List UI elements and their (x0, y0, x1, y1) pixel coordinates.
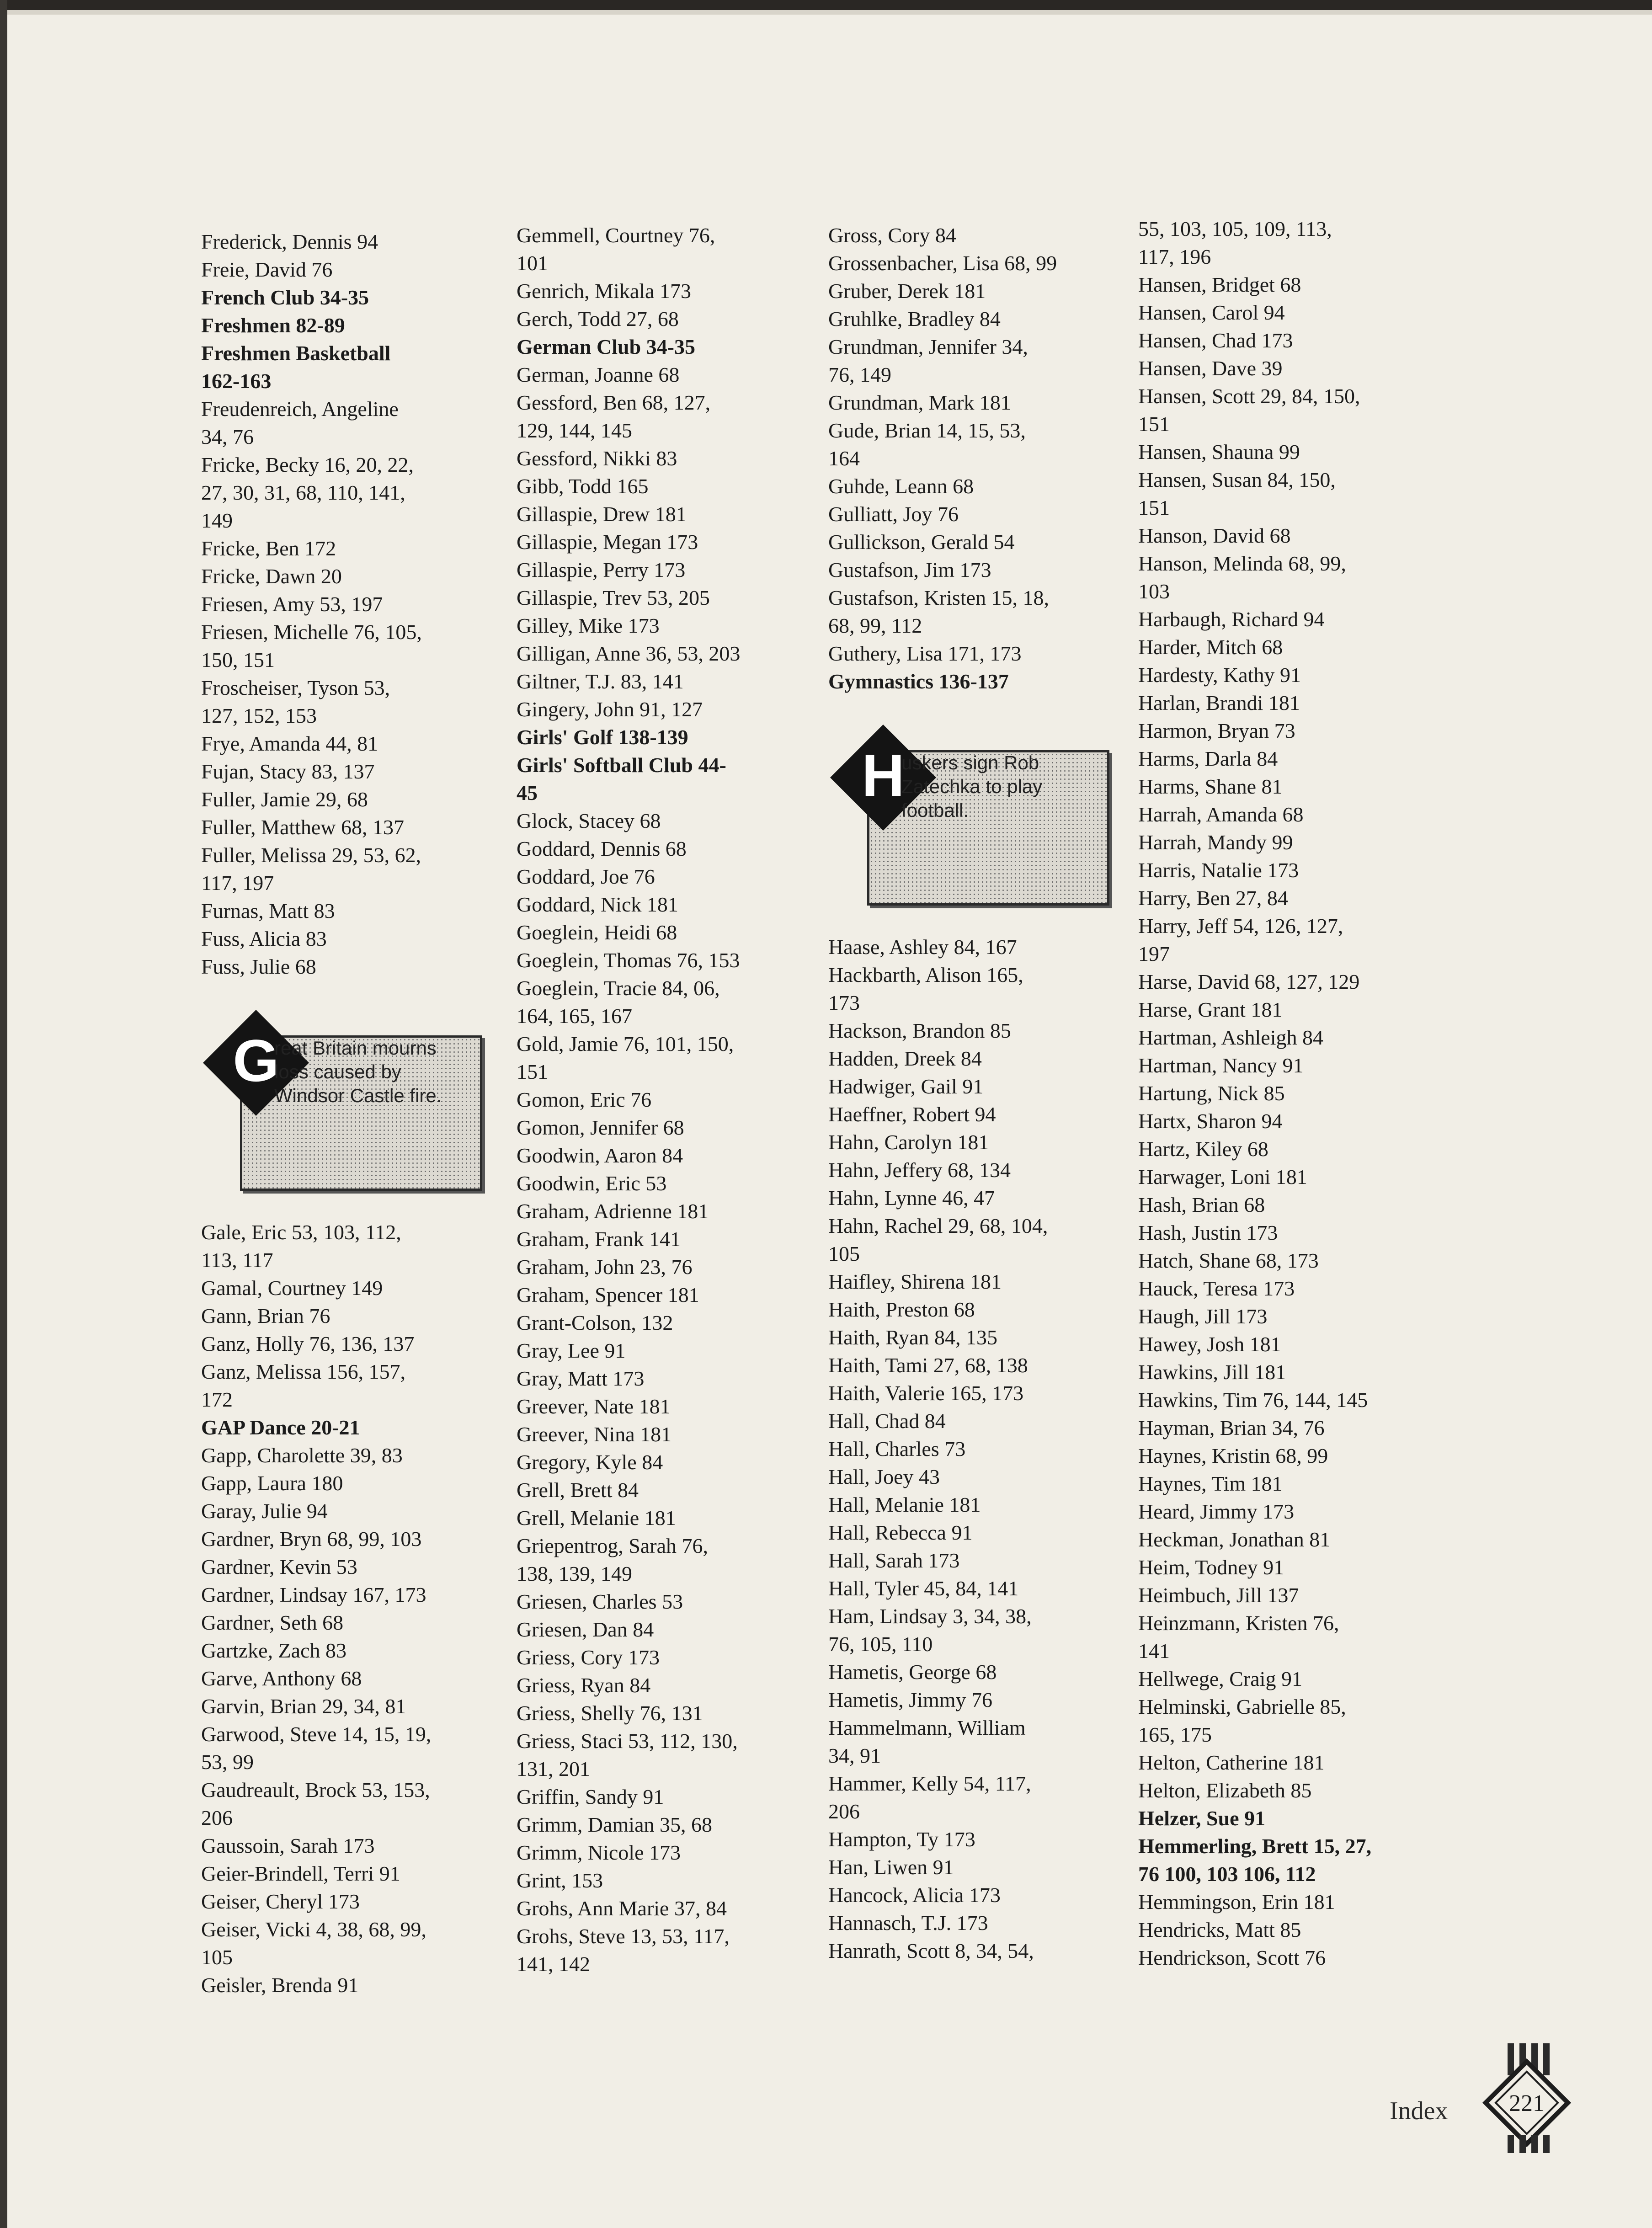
page-number: 221 (1509, 2090, 1545, 2116)
index-entry: Helminski, Gabrielle 85, (1138, 1695, 1346, 1718)
index-section-heading: Helzer, Sue 91 (1138, 1807, 1266, 1830)
index-entry: Haugh, Jill 173 (1138, 1305, 1268, 1328)
g-callout (201, 1008, 494, 1200)
index-entry: Garve, Anthony 68 (201, 1667, 362, 1690)
index-entry: Frederick, Dennis 94 (201, 230, 378, 253)
entry-list-f (201, 228, 494, 981)
index-entry: Harry, Ben 27, 84 (1138, 886, 1288, 910)
index-entry: Hahn, Rachel 29, 68, 104, (828, 1214, 1048, 1237)
index-entry: Hahn, Lynne 46, 47 (828, 1186, 995, 1210)
index-entry: Gold, Jamie 76, 101, 150, (517, 1032, 734, 1055)
index-entry: Goddard, Dennis 68 (517, 837, 687, 860)
index-section-heading: Girls' Golf 138-139 (517, 725, 688, 749)
index-entry: Gale, Eric 53, 103, 112, (201, 1221, 401, 1244)
index-entry: Ham, Lindsay 3, 34, 38, (828, 1604, 1032, 1628)
index-entry: Harrah, Amanda 68 (1138, 803, 1304, 826)
index-entry: 53, 99 (201, 1750, 254, 1774)
index-entry: Graham, Spencer 181 (517, 1283, 699, 1306)
index-entry: Fujan, Stacy 83, 137 (201, 760, 375, 783)
index-entry: Gomon, Eric 76 (517, 1088, 652, 1111)
index-entry: 141, 142 (517, 1952, 590, 1976)
index-entry: Gregory, Kyle 84 (517, 1450, 663, 1474)
index-entry: Heimbuch, Jill 137 (1138, 1583, 1299, 1607)
index-entry: Hansen, Carol 94 (1138, 301, 1285, 324)
index-entry: Goddard, Joe 76 (517, 865, 655, 888)
index-entry: 55, 103, 105, 109, 113, (1138, 217, 1332, 240)
index-entry: Gardner, Lindsay 167, 173 (201, 1583, 426, 1606)
index-entry: 138, 139, 149 (517, 1562, 632, 1585)
index-entry: Gillaspie, Megan 173 (517, 530, 698, 554)
index-entry: Grundman, Jennifer 34, (828, 335, 1028, 358)
index-entry: Glock, Stacey 68 (517, 809, 661, 832)
index-entry: Hansen, Bridget 68 (1138, 273, 1301, 296)
index-entry: Harry, Jeff 54, 126, 127, (1138, 914, 1343, 938)
page-top-shadow (0, 10, 1652, 15)
index-entry: Hall, Chad 84 (828, 1409, 946, 1433)
index-entry: Gardner, Kevin 53 (201, 1555, 357, 1578)
index-entry: Gustafson, Jim 173 (828, 558, 991, 581)
h-callout (828, 723, 1121, 915)
index-entry: Hash, Brian 68 (1138, 1193, 1265, 1216)
index-section-heading: Gymnastics 136-137 (828, 670, 1009, 693)
index-entry: Harse, David 68, 127, 129 (1138, 970, 1360, 993)
index-entry: Hansen, Scott 29, 84, 150, (1138, 384, 1360, 408)
index-entry: Hartman, Nancy 91 (1138, 1054, 1304, 1077)
index-entry: Harlan, Brandi 181 (1138, 691, 1300, 714)
index-entry: Hendricks, Matt 85 (1138, 1918, 1301, 1941)
index-entry: Graham, Adrienne 181 (517, 1199, 709, 1223)
index-entry: 105 (201, 1946, 233, 1969)
index-entry: Grohs, Ann Marie 37, 84 (517, 1897, 727, 1920)
index-column-4 (1138, 215, 1431, 1972)
index-entry: Goeglein, Heidi 68 (517, 921, 677, 944)
index-entry: Hanrath, Scott 8, 34, 54, (828, 1939, 1034, 1962)
index-entry: Greever, Nina 181 (517, 1423, 672, 1446)
index-entry: Gerch, Todd 27, 68 (517, 307, 679, 330)
index-entry: Harwager, Loni 181 (1138, 1165, 1307, 1189)
index-entry: Hall, Tyler 45, 84, 141 (828, 1577, 1019, 1600)
index-entry: Harrah, Mandy 99 (1138, 831, 1293, 854)
index-entry: Hartz, Kiley 68 (1138, 1137, 1268, 1161)
index-entry: 141 (1138, 1639, 1170, 1663)
index-entry: Gruber, Derek 181 (828, 279, 986, 303)
entry-list-g3 (828, 221, 1121, 695)
index-entry: Harris, Natalie 173 (1138, 858, 1299, 882)
index-entry: Hampton, Ty 173 (828, 1828, 975, 1851)
index-entry: Garvin, Brian 29, 34, 81 (201, 1695, 406, 1718)
index-entry: Hanson, Melinda 68, 99, (1138, 552, 1346, 575)
index-entry: Gude, Brian 14, 15, 53, (828, 419, 1026, 442)
index-entry: Grell, Melanie 181 (517, 1506, 676, 1530)
index-entry: 151 (517, 1060, 548, 1083)
index-entry: Griess, Ryan 84 (517, 1674, 651, 1697)
index-entry: Hametis, Jimmy 76 (828, 1688, 993, 1711)
index-entry: Freie, David 76 (201, 258, 333, 281)
index-entry: Haith, Valerie 165, 173 (828, 1381, 1024, 1405)
index-entry: Genrich, Mikala 173 (517, 279, 691, 303)
index-section-heading: Hemmerling, Brett 15, 27, (1138, 1834, 1372, 1858)
index-entry: Frye, Amanda 44, 81 (201, 732, 378, 755)
index-entry: Hadden, Dreek 84 (828, 1047, 982, 1070)
page-number-badge (1481, 2043, 1572, 2153)
index-entry: Gapp, Laura 180 (201, 1471, 343, 1495)
index-entry: Gardner, Seth 68 (201, 1611, 344, 1634)
index-entry: Hall, Joey 43 (828, 1465, 940, 1488)
index-entry: Geiser, Cheryl 173 (201, 1890, 360, 1913)
index-entry: Gilley, Mike 173 (517, 614, 660, 637)
index-entry: Haase, Ashley 84, 167 (828, 935, 1017, 959)
index-entry: Hayman, Brian 34, 76 (1138, 1416, 1325, 1439)
index-entry: Gartzke, Zach 83 (201, 1639, 347, 1662)
index-entry: Harmon, Bryan 73 (1138, 719, 1295, 742)
index-entry: Haith, Tami 27, 68, 138 (828, 1354, 1028, 1377)
index-entry: 131, 201 (517, 1757, 590, 1780)
index-entry: Hansen, Dave 39 (1138, 357, 1283, 380)
callout-letter: H (862, 742, 905, 809)
index-entry: Hartman, Ashleigh 84 (1138, 1026, 1323, 1049)
index-entry: 164, 165, 167 (517, 1004, 632, 1028)
index-entry: Goddard, Nick 181 (517, 893, 678, 916)
index-entry: 151 (1138, 412, 1170, 436)
index-entry: Haeffner, Robert 94 (828, 1103, 996, 1126)
index-entry: Hall, Sarah 173 (828, 1549, 960, 1572)
index-entry: Goodwin, Aaron 84 (517, 1144, 683, 1167)
index-entry: 150, 151 (201, 648, 275, 672)
index-entry: Fuss, Alicia 83 (201, 927, 327, 950)
index-entry: Helton, Catherine 181 (1138, 1751, 1325, 1774)
index-entry: Grimm, Nicole 173 (517, 1841, 681, 1864)
index-entry: 101 (517, 251, 548, 275)
index-section-heading: 162-163 (201, 369, 272, 393)
index-entry: Haynes, Kristin 68, 99 (1138, 1444, 1328, 1467)
index-entry: Griesen, Charles 53 (517, 1590, 683, 1613)
entry-list-g2 (517, 221, 809, 1978)
index-entry: Hancock, Alicia 173 (828, 1883, 1001, 1907)
index-entry: 76, 105, 110 (828, 1632, 933, 1656)
index-entry: Goeglein, Thomas 76, 153 (517, 949, 740, 972)
index-entry: Gillaspie, Trev 53, 205 (517, 586, 710, 609)
entry-list-h (828, 933, 1121, 1965)
index-entry: Griesen, Dan 84 (517, 1618, 654, 1641)
index-entry: Ganz, Melissa 156, 157, (201, 1360, 406, 1383)
index-entry: Gruhlke, Bradley 84 (828, 307, 1001, 330)
index-entry: 34, 76 (201, 425, 254, 448)
index-entry: Greever, Nate 181 (517, 1395, 671, 1418)
index-entry: 151 (1138, 496, 1170, 519)
index-column-1 (201, 228, 494, 1999)
index-entry: Fricke, Dawn 20 (201, 565, 342, 588)
index-entry: 149 (201, 509, 233, 532)
index-entry: Geisler, Brenda 91 (201, 1973, 359, 1997)
index-entry: Hawkins, Jill 181 (1138, 1360, 1286, 1384)
index-entry: Hemmingson, Erin 181 (1138, 1890, 1335, 1914)
index-entry: Graham, Frank 141 (517, 1227, 681, 1251)
index-entry: 117, 196 (1138, 245, 1211, 268)
callout-text: reat Britain mourns loss caused by Windsor Castle fire. (274, 1037, 442, 1106)
index-entry: 34, 91 (828, 1744, 881, 1767)
index-entry: Hauck, Teresa 173 (1138, 1277, 1295, 1300)
index-entry: 68, 99, 112 (828, 614, 922, 637)
index-entry: Grell, Brett 84 (517, 1478, 639, 1502)
index-entry: Fricke, Becky 16, 20, 22, (201, 453, 414, 476)
index-entry: Friesen, Amy 53, 197 (201, 592, 383, 616)
index-entry: Grint, 153 (517, 1869, 603, 1892)
index-entry: Grundman, Mark 181 (828, 391, 1011, 414)
footer-index-label: Index (1390, 2097, 1448, 2125)
index-entry: Griepentrog, Sarah 76, (517, 1534, 708, 1557)
index-entry: Hametis, George 68 (828, 1660, 997, 1684)
index-entry: Fuller, Jamie 29, 68 (201, 788, 368, 811)
index-entry: Gamal, Courtney 149 (201, 1276, 383, 1300)
index-entry: 105 (828, 1242, 860, 1265)
index-entry: Hall, Rebecca 91 (828, 1521, 973, 1544)
index-entry: Garay, Julie 94 (201, 1499, 328, 1523)
index-entry: Gullickson, Gerald 54 (828, 530, 1015, 554)
index-entry: Griess, Cory 173 (517, 1646, 660, 1669)
index-entry: 173 (828, 991, 860, 1014)
index-section-heading: German Club 34-35 (517, 335, 695, 358)
index-entry: 165, 175 (1138, 1723, 1212, 1746)
index-entry: Grossenbacher, Lisa 68, 99 (828, 251, 1057, 275)
callout-letter: G (233, 1027, 279, 1094)
index-entry: Hall, Charles 73 (828, 1437, 966, 1460)
index-entry: Haifley, Shirena 181 (828, 1270, 1002, 1293)
index-entry: Hanson, David 68 (1138, 524, 1291, 547)
entry-list-h2 (1138, 215, 1431, 1972)
index-entry: Grimm, Damian 35, 68 (517, 1813, 712, 1836)
index-entry: Gaudreault, Brock 53, 153, (201, 1778, 430, 1802)
index-entry: Hardesty, Kathy 91 (1138, 663, 1301, 687)
index-entry: 76, 149 (828, 363, 891, 386)
index-entry: Hammelmann, William (828, 1716, 1026, 1739)
index-entry: 27, 30, 31, 68, 110, 141, (201, 481, 405, 504)
index-entry: Haith, Ryan 84, 135 (828, 1326, 997, 1349)
index-entry: Gaussoin, Sarah 173 (201, 1834, 375, 1857)
index-entry: Hadwiger, Gail 91 (828, 1075, 984, 1098)
index-entry: Hash, Justin 173 (1138, 1221, 1278, 1244)
index-entry: Harder, Mitch 68 (1138, 635, 1283, 659)
index-entry: Fuller, Matthew 68, 137 (201, 816, 405, 839)
index-entry: Harse, Grant 181 (1138, 998, 1283, 1021)
index-entry: Hansen, Shauna 99 (1138, 440, 1300, 464)
index-entry: 113, 117 (201, 1248, 273, 1272)
page-left-edge (0, 0, 7, 2228)
index-entry: 197 (1138, 942, 1170, 965)
index-entry: Gapp, Charolette 39, 83 (201, 1444, 403, 1467)
index-section-heading: Girls' Softball Club 44- (517, 753, 726, 777)
index-entry: Fricke, Ben 172 (201, 537, 336, 560)
index-column-3 (828, 221, 1121, 1965)
index-entry: Gingery, John 91, 127 (517, 698, 703, 721)
index-entry: 206 (201, 1806, 233, 1829)
index-entry: Haynes, Tim 181 (1138, 1472, 1283, 1495)
index-entry: Gemmell, Courtney 76, (517, 224, 715, 247)
index-entry: Haith, Preston 68 (828, 1298, 975, 1321)
index-entry: Gibb, Todd 165 (517, 474, 649, 498)
index-entry: Harms, Shane 81 (1138, 775, 1283, 798)
index-entry: Griess, Shelly 76, 131 (517, 1701, 703, 1725)
index-entry: Heim, Todney 91 (1138, 1556, 1284, 1579)
index-entry: Gessford, Nikki 83 (517, 447, 677, 470)
index-entry: Hellwege, Craig 91 (1138, 1667, 1302, 1690)
index-entry: Friesen, Michelle 76, 105, (201, 620, 422, 644)
index-entry: Hall, Melanie 181 (828, 1493, 981, 1516)
index-entry: Fuss, Julie 68 (201, 955, 316, 978)
index-entry: Heard, Jimmy 173 (1138, 1500, 1295, 1523)
index-entry: Heinzmann, Kristen 76, (1138, 1611, 1339, 1635)
index-entry: Goeglein, Tracie 84, 06, (517, 976, 720, 1000)
index-section-heading: Freshmen 82-89 (201, 314, 345, 337)
index-section-heading: French Club 34-35 (201, 286, 369, 309)
index-entry: Hatch, Shane 68, 173 (1138, 1249, 1319, 1272)
index-entry: 129, 144, 145 (517, 419, 632, 442)
index-entry: Hackson, Brandon 85 (828, 1019, 1011, 1042)
index-entry: Garwood, Steve 14, 15, 19, (201, 1722, 432, 1746)
index-entry: Griffin, Sandy 91 (517, 1785, 664, 1808)
index-entry: Hahn, Jeffery 68, 134 (828, 1158, 1011, 1182)
index-entry: Gomon, Jennifer 68 (517, 1116, 684, 1139)
index-entry: Hartx, Sharon 94 (1138, 1109, 1283, 1133)
index-entry: Graham, John 23, 76 (517, 1255, 693, 1279)
index-entry: Fuller, Melissa 29, 53, 62, (201, 843, 421, 867)
index-entry: Griess, Staci 53, 112, 130, (517, 1729, 738, 1753)
index-entry: Hartung, Nick 85 (1138, 1082, 1285, 1105)
index-entry: 172 (201, 1388, 233, 1411)
index-entry: Hahn, Carolyn 181 (828, 1130, 989, 1154)
index-entry: Hendrickson, Scott 76 (1138, 1946, 1326, 1969)
index-entry: Ganz, Holly 76, 136, 137 (201, 1332, 415, 1355)
index-entry: Gillaspie, Drew 181 (517, 502, 687, 526)
index-entry: Gray, Matt 173 (517, 1367, 645, 1390)
index-entry: Freudenreich, Angeline (201, 397, 399, 421)
index-entry: German, Joanne 68 (517, 363, 680, 386)
index-entry: Gessford, Ben 68, 127, (517, 391, 711, 414)
index-column-2 (517, 221, 809, 1978)
index-entry: Furnas, Matt 83 (201, 899, 335, 922)
index-entry: Hansen, Susan 84, 150, (1138, 468, 1336, 491)
index-entry: Harbaugh, Richard 94 (1138, 608, 1325, 631)
index-entry: Hansen, Chad 173 (1138, 329, 1293, 352)
index-section-heading: GAP Dance 20-21 (201, 1416, 360, 1439)
index-entry: 164 (828, 447, 860, 470)
index-entry: 206 (828, 1800, 860, 1823)
index-entry: Hannasch, T.J. 173 (828, 1911, 988, 1935)
index-entry: Grant-Colson, 132 (517, 1311, 673, 1334)
index-entry: Gilligan, Anne 36, 53, 203 (517, 642, 741, 665)
index-section-heading: 76 100, 103 106, 112 (1138, 1862, 1316, 1886)
page-top-edge (0, 0, 1652, 10)
index-entry: Harms, Darla 84 (1138, 747, 1278, 770)
index-entry: Han, Liwen 91 (828, 1855, 954, 1879)
index-entry: Geier-Brindell, Terri 91 (201, 1862, 400, 1885)
index-section-heading: Freshmen Basketball (201, 341, 391, 365)
index-entry: Gustafson, Kristen 15, 18, (828, 586, 1049, 609)
index-entry: Gray, Lee 91 (517, 1339, 626, 1362)
index-entry: Hawkins, Tim 76, 144, 145 (1138, 1388, 1368, 1412)
callout-text: uskers sign Rob Zatechka to play football. (901, 752, 1043, 821)
index-entry: Gross, Cory 84 (828, 224, 956, 247)
index-entry: 127, 152, 153 (201, 704, 317, 727)
index-entry: Heckman, Jonathan 81 (1138, 1528, 1331, 1551)
index-section-heading: 45 (517, 781, 538, 805)
index-entry: Guthery, Lisa 171, 173 (828, 642, 1022, 665)
entry-list-g (201, 1218, 494, 1999)
index-entry: Gillaspie, Perry 173 (517, 558, 686, 581)
index-entry: Gardner, Bryn 68, 99, 103 (201, 1527, 422, 1551)
index-entry: Froscheiser, Tyson 53, (201, 676, 390, 699)
index-entry: Hawey, Josh 181 (1138, 1333, 1281, 1356)
index-entry: 103 (1138, 580, 1170, 603)
index-entry: Guhde, Leann 68 (828, 474, 974, 498)
index-entry: Grohs, Steve 13, 53, 117, (517, 1924, 730, 1948)
index-entry: Geiser, Vicki 4, 38, 68, 99, (201, 1918, 426, 1941)
index-entry: Hackbarth, Alison 165, (828, 963, 1023, 986)
index-entry: Gulliatt, Joy 76 (828, 502, 959, 526)
index-entry: Helton, Elizabeth 85 (1138, 1779, 1312, 1802)
index-entry: Goodwin, Eric 53 (517, 1172, 667, 1195)
index-entry: Hammer, Kelly 54, 117, (828, 1772, 1031, 1795)
index-entry: Giltner, T.J. 83, 141 (517, 670, 684, 693)
index-entry: Gann, Brian 76 (201, 1304, 330, 1327)
index-entry: 117, 197 (201, 871, 274, 895)
